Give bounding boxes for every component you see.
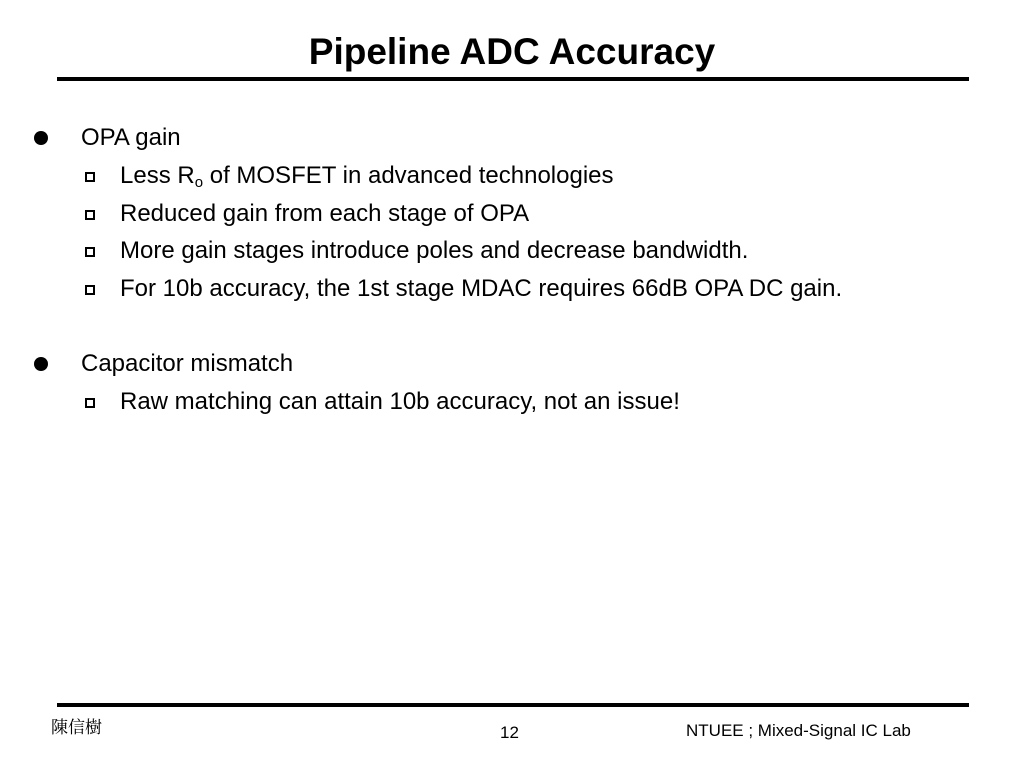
title-divider xyxy=(57,77,969,81)
square-bullet-icon xyxy=(85,398,95,408)
footer-author: 陳信樹 xyxy=(51,718,102,737)
footer-divider xyxy=(57,703,969,707)
footer-lab-name: NTUEE ; Mixed-Signal IC Lab xyxy=(686,721,911,740)
square-bullet-icon xyxy=(85,247,95,257)
page-number: 12 xyxy=(500,723,519,742)
square-bullet-icon xyxy=(85,285,95,295)
sub-bullet-text: Raw matching can attain 10b accuracy, not an issue! xyxy=(120,388,680,415)
bullet-heading: OPA gain xyxy=(81,124,181,151)
square-bullet-icon xyxy=(85,210,95,220)
bullet-heading: Capacitor mismatch xyxy=(81,350,294,377)
sub-bullet-text: More gain stages introduce poles and decrease bandwidth. xyxy=(120,237,749,264)
slide-title: Pipeline ADC Accuracy xyxy=(308,31,716,72)
sub-bullet-text: Reduced gain from each stage of OPA xyxy=(120,200,530,227)
round-bullet-icon xyxy=(34,131,48,145)
subscript-o: o xyxy=(194,174,204,191)
round-bullet-icon xyxy=(34,357,48,371)
sub-bullet-text: For 10b accuracy, the 1st stage MDAC requires 66dB OPA DC gain. xyxy=(120,275,843,302)
square-bullet-icon xyxy=(85,172,95,182)
sub-bullet-text: Less $R_o$ of MOSFET in advanced technologies xyxy=(120,162,614,191)
